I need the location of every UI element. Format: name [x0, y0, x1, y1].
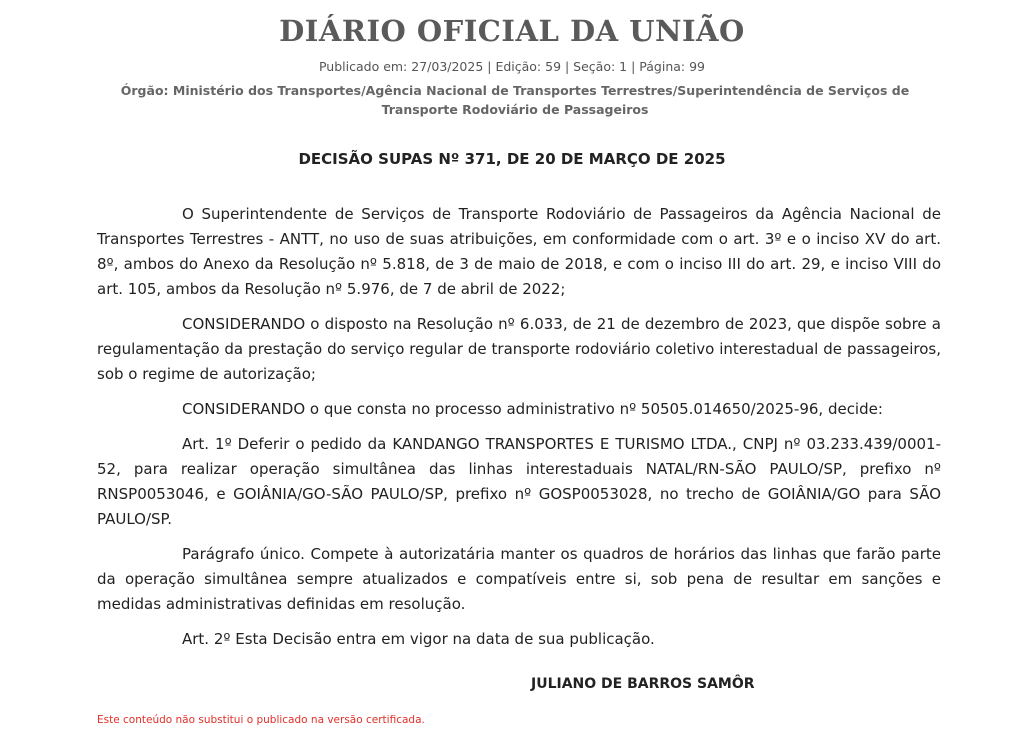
article-2-paragraph: Art. 2º Esta Decisão entra em vigor na data de sua publicação. — [182, 630, 655, 648]
signature-name: JULIANO DE BARROS SAMÔR — [531, 676, 755, 692]
masthead-title: DIÁRIO OFICIAL DA UNIÃO — [279, 14, 745, 48]
considerando-paragraph-1: CONSIDERANDO o disposto na Resolução nº 6.033, de 21 de dezembro de 2023, que dispõe sobre a regulamentação da prestação do serviço regular de transporte rodoviário coletivo interestadual de passageiros, sob o regime de autorização; — [97, 315, 941, 383]
article-1-paragraph: Art. 1º Deferir o pedido da KANDANGO TRANSPORTES E TURISMO LTDA., CNPJ nº 03.233.439/0001-52, para realizar operação simultânea das linhas interestaduais NATAL/RN-SÃO PAULO/SP, prefixo nº RNSP0053046, e GOIÂNIA/GO-SÃO PAULO/SP, prefixo nº GOSP0053028, no trecho de GOIÂNIA/GO para SÃO PAULO/SP. — [97, 435, 941, 528]
preamble-paragraph: O Superintendente de Serviços de Transporte Rodoviário de Passageiros da Agência Nacional de Transportes Terrestres - ANTT, no uso de suas atribuições, em conformidade com o art. 3º e o inciso XV do art. 8º, ambos do Anexo da Resolução nº 5.818, de 3 de maio de 2018, e com o inciso III do art. 29, e inciso VIII do art. 105, ambos da Resolução nº 5.976, de 7 de abril de 2022; — [97, 205, 941, 298]
certification-disclaimer: Este conteúdo não substitui o publicado na versão certificada. — [97, 714, 425, 726]
orgao-line: Órgão: Ministério dos Transportes/Agência Nacional de Transportes Terrestres/Superintendência de Serviços de Transporte Rodoviário de Passageiros — [120, 83, 910, 117]
paragrafo-unico: Parágrafo único. Compete à autorizatária manter os quadros de horários das linhas que farão parte da operação simultânea sempre atualizados e compatíveis entre si, sob pena de resultar em sanções e medidas administrativas definidas em resolução. — [97, 545, 941, 613]
decision-body — [97, 202, 941, 662]
decision-title: DECISÃO SUPAS Nº 371, DE 20 DE MARÇO DE 2025 — [298, 150, 726, 168]
considerando-paragraph-2: CONSIDERANDO o que consta no processo administrativo nº 50505.014650/2025-96, decide: — [182, 400, 883, 418]
publication-info: Publicado em: 27/03/2025 | Edição: 59 | Seção: 1 | Página: 99 — [318, 59, 706, 74]
